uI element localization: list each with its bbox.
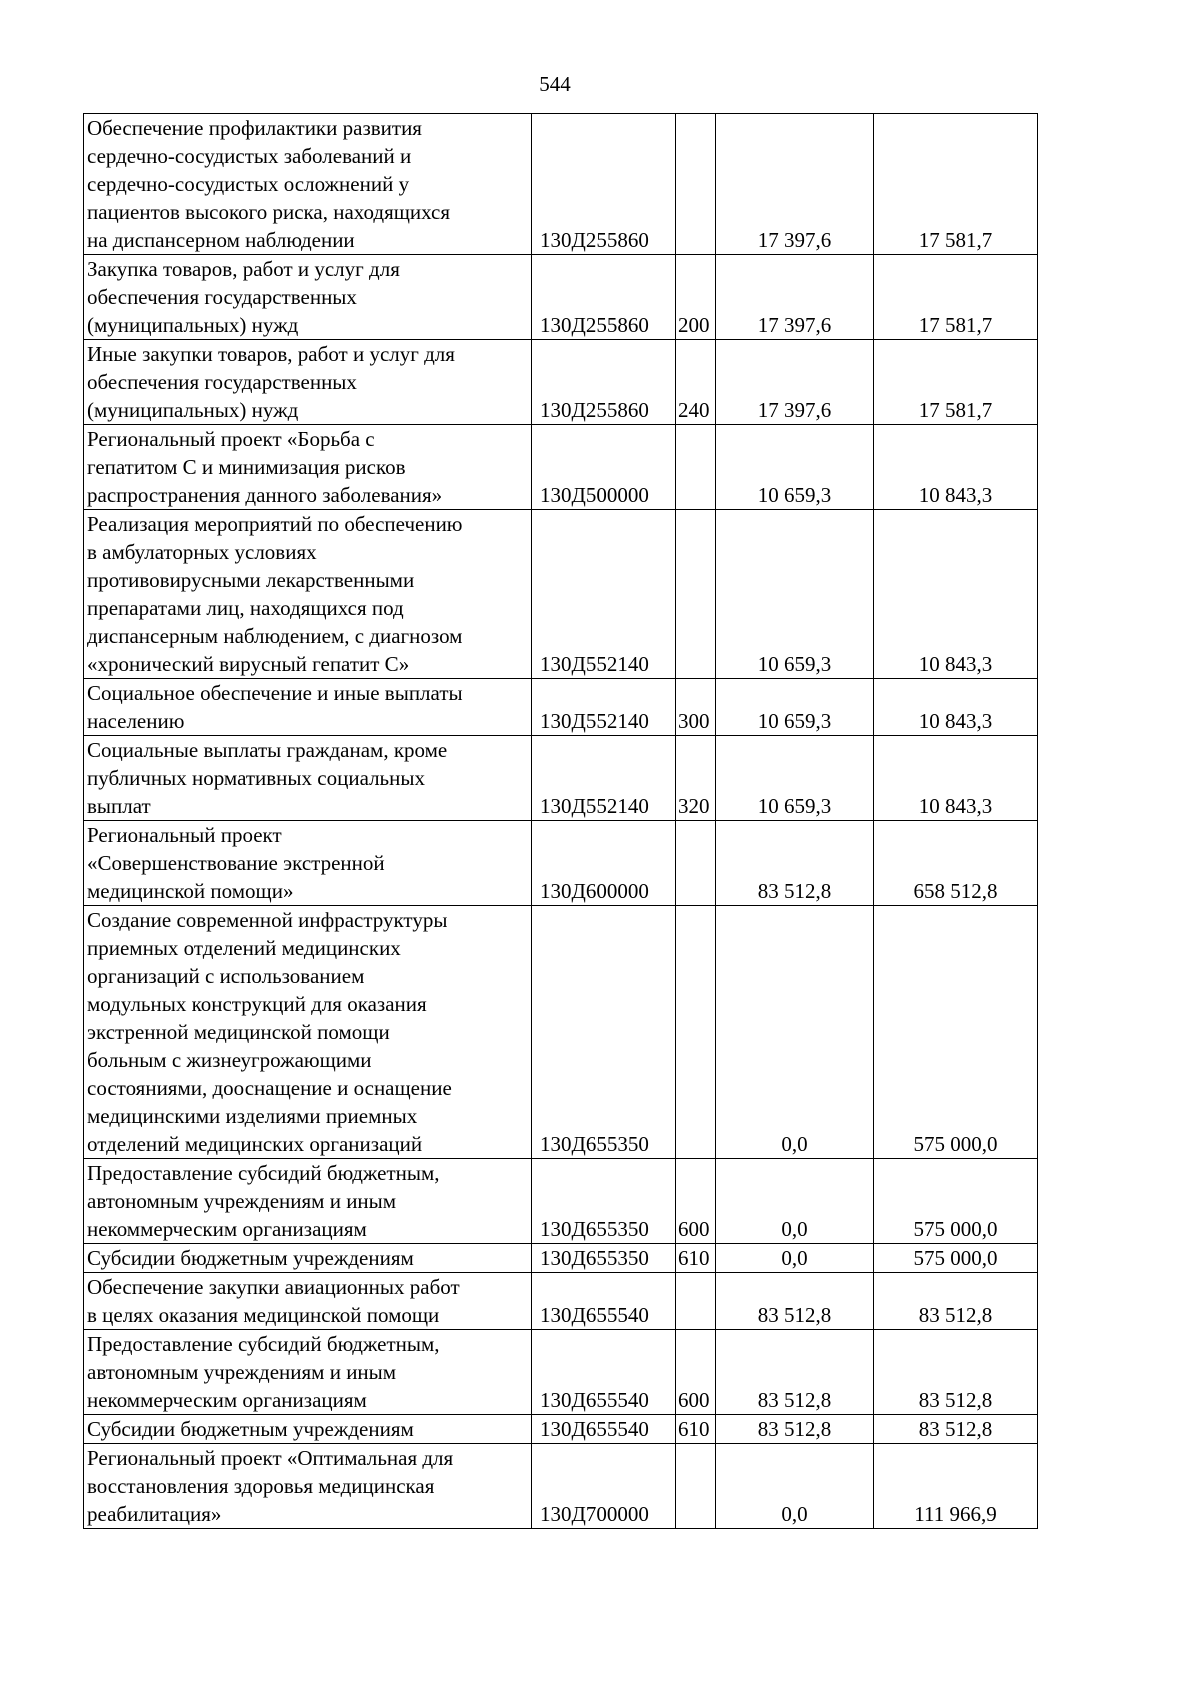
amount-second-year-cell: 17 581,7 [874,340,1038,425]
table-row [84,679,1038,736]
amount-second-year-cell: 111 966,9 [874,1444,1038,1529]
amount-first-year-cell: 0,0 [716,906,874,1159]
table-row [84,1273,1038,1330]
table-row [84,510,1038,679]
expense-name-cell: Обеспечение профилактики развития сердечно-сосудистых заболеваний и сердечно-сосудистых осложнений у пациентов высокого риска, находящихся на диспансерном наблюдении [84,114,532,255]
target-article-code-cell: 130Д255860 [532,114,676,255]
amount-second-year-cell: 17 581,7 [874,114,1038,255]
expense-name-cell: Иные закупки товаров, работ и услуг для обеспечения государственных (муниципальных) нужд [84,340,532,425]
target-article-code-cell: 130Д655540 [532,1273,676,1330]
amount-first-year-cell: 10 659,3 [716,510,874,679]
page-number: 544 [539,72,571,96]
expense-type-cell [676,906,716,1159]
amount-first-year-cell: 10 659,3 [716,736,874,821]
expense-type-cell [676,1444,716,1529]
amount-second-year-cell: 10 843,3 [874,736,1038,821]
amount-second-year-cell: 658 512,8 [874,821,1038,906]
table-row [84,114,1038,255]
table-row [84,1159,1038,1244]
amount-first-year-cell: 83 512,8 [716,1273,874,1330]
amount-first-year-cell: 83 512,8 [716,1330,874,1415]
expense-type-cell: 320 [676,736,716,821]
expense-type-cell [676,425,716,510]
amount-second-year-cell: 83 512,8 [874,1273,1038,1330]
expense-name-cell: Региональный проект «Оптимальная для восстановления здоровья медицинская реабилитация» [84,1444,532,1529]
expense-name-cell: Предоставление субсидий бюджетным, автономным учреждениям и иным некоммерческим организациям [84,1159,532,1244]
target-article-code-cell: 130Д255860 [532,255,676,340]
amount-first-year-cell: 83 512,8 [716,821,874,906]
amount-first-year-cell: 0,0 [716,1244,874,1273]
target-article-code-cell: 130Д700000 [532,1444,676,1529]
amount-first-year-cell: 17 397,6 [716,340,874,425]
amount-first-year-cell: 17 397,6 [716,114,874,255]
amount-second-year-cell: 10 843,3 [874,679,1038,736]
table-row [84,255,1038,340]
budget-table-body [84,114,1038,1529]
expense-name-cell: Субсидии бюджетным учреждениям [84,1415,532,1444]
expense-name-cell: Социальное обеспечение и иные выплаты населению [84,679,532,736]
amount-first-year-cell: 83 512,8 [716,1415,874,1444]
target-article-code-cell: 130Д552140 [532,679,676,736]
expense-type-cell: 610 [676,1415,716,1444]
table-row [84,736,1038,821]
amount-second-year-cell: 575 000,0 [874,1244,1038,1273]
expense-type-cell: 300 [676,679,716,736]
amount-second-year-cell: 17 581,7 [874,255,1038,340]
expense-name-cell: Региональный проект «Совершенствование экстренной медицинской помощи» [84,821,532,906]
target-article-code-cell: 130Д655350 [532,1159,676,1244]
amount-second-year-cell: 575 000,0 [874,906,1038,1159]
table-row [84,340,1038,425]
table-row [84,1244,1038,1273]
target-article-code-cell: 130Д655350 [532,1244,676,1273]
amount-second-year-cell: 83 512,8 [874,1415,1038,1444]
target-article-code-cell: 130Д552140 [532,510,676,679]
expense-type-cell: 600 [676,1330,716,1415]
table-row [84,906,1038,1159]
amount-second-year-cell: 10 843,3 [874,425,1038,510]
target-article-code-cell: 130Д552140 [532,736,676,821]
expense-name-cell: Создание современной инфраструктуры приемных отделений медицинских организаций с использованием модульных конструкций для оказания экстренной медицинской помощи больным с жизнеугрожающими состояниями, дооснащение и оснащение медицинскими изделиями приемных отделений медицинских организаций [84,906,532,1159]
amount-first-year-cell: 17 397,6 [716,255,874,340]
expense-type-cell [676,114,716,255]
expense-name-cell: Социальные выплаты гражданам, кроме публичных нормативных социальных выплат [84,736,532,821]
expense-name-cell: Предоставление субсидий бюджетным, автономным учреждениям и иным некоммерческим организациям [84,1330,532,1415]
table-row [84,1330,1038,1415]
expense-type-cell: 200 [676,255,716,340]
target-article-code-cell: 130Д655540 [532,1330,676,1415]
expense-name-cell: Субсидии бюджетным учреждениям [84,1244,532,1273]
amount-first-year-cell: 10 659,3 [716,679,874,736]
target-article-code-cell: 130Д500000 [532,425,676,510]
expense-type-cell [676,821,716,906]
expense-name-cell: Региональный проект «Борьба с гепатитом С и минимизация рисков распространения данного заболевания» [84,425,532,510]
amount-first-year-cell: 10 659,3 [716,425,874,510]
table-row [84,425,1038,510]
amount-second-year-cell: 10 843,3 [874,510,1038,679]
expense-type-cell [676,510,716,679]
expense-type-cell: 610 [676,1244,716,1273]
target-article-code-cell: 130Д600000 [532,821,676,906]
target-article-code-cell: 130Д655540 [532,1415,676,1444]
expense-type-cell: 240 [676,340,716,425]
table-row [84,1444,1038,1529]
amount-first-year-cell: 0,0 [716,1444,874,1529]
expense-name-cell: Закупка товаров, работ и услуг для обеспечения государственных (муниципальных) нужд [84,255,532,340]
expense-type-cell: 600 [676,1159,716,1244]
amount-second-year-cell: 575 000,0 [874,1159,1038,1244]
target-article-code-cell: 130Д255860 [532,340,676,425]
amount-first-year-cell: 0,0 [716,1159,874,1244]
expense-name-cell: Обеспечение закупки авиационных работ в целях оказания медицинской помощи [84,1273,532,1330]
amount-second-year-cell: 83 512,8 [874,1330,1038,1415]
expense-type-cell [676,1273,716,1330]
table-row [84,821,1038,906]
expense-name-cell: Реализация мероприятий по обеспечению в амбулаторных условиях противовирусными лекарственными препаратами лиц, находящихся под диспансерным наблюдением, с диагнозом «хронический вирусный гепатит С» [84,510,532,679]
table-row [84,1415,1038,1444]
target-article-code-cell: 130Д655350 [532,906,676,1159]
budget-table [83,113,1038,1529]
